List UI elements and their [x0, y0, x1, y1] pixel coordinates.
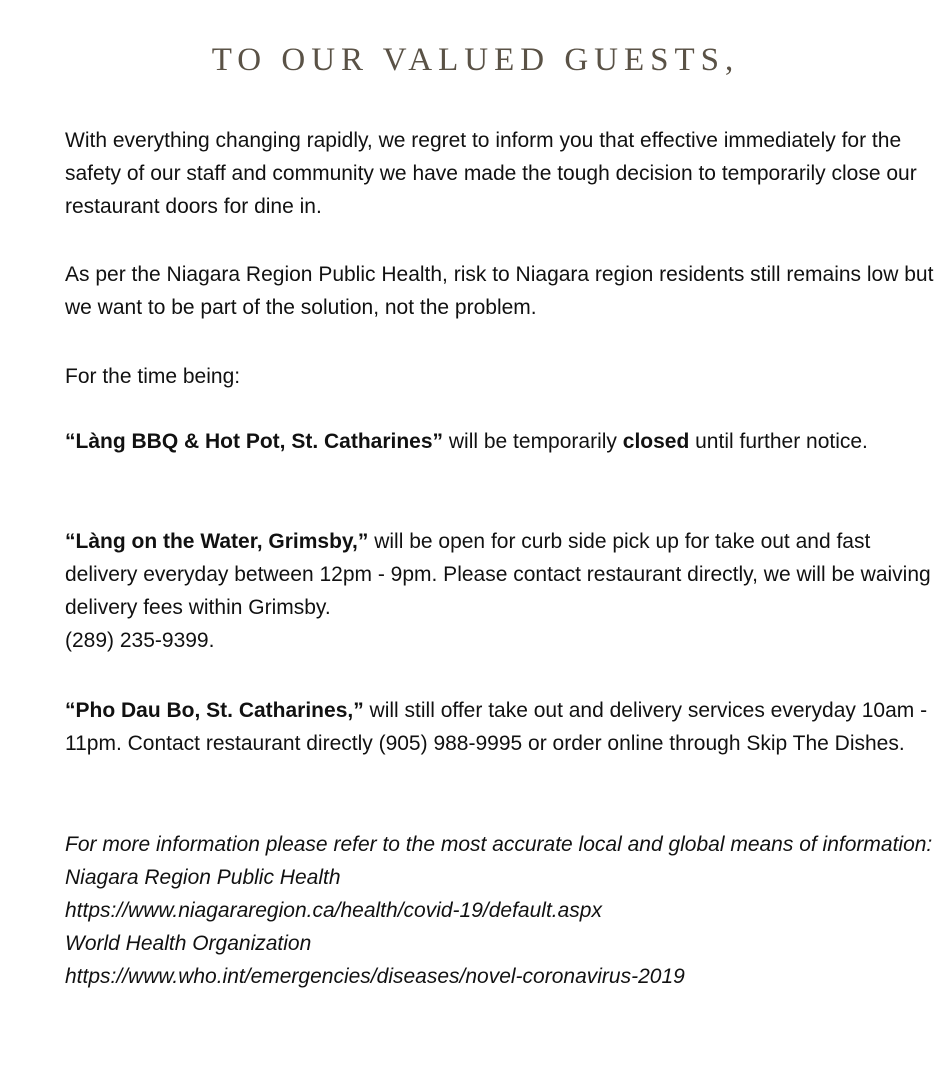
restaurant-name-pho-dau-bo: “Pho Dau Bo, St. Catharines,”: [65, 699, 364, 722]
url-niagara-health: https://www.niagararegion.ca/health/covid-19/default.aspx: [65, 899, 602, 922]
org-niagara-health: Niagara Region Public Health: [65, 866, 341, 889]
more-info-intro: For more information please refer to the most accurate local and global means of information:: [65, 833, 933, 856]
lang-water-text: will be open for curb side pick up for take out and fast delivery everyday between 12pm - 9pm. Please contact restaurant directly, we will be waiving delivery fees within Grimsby.: [65, 530, 931, 619]
lang-water-phone: (289) 235-9399.: [65, 629, 215, 652]
paragraph-time-being: For the time being:: [65, 365, 241, 388]
paragraph-lang-water: [65, 525, 935, 657]
pho-dau-bo-text: will still offer take out and delivery services everyday 10am - 11pm. Contact restaurant directly (905) 988-9995 or order online through Skip The Dishes.: [65, 699, 928, 755]
notice-title: TO OUR VALUED GUESTS,: [211, 42, 740, 78]
closed-emphasis: closed: [622, 430, 690, 453]
paragraph-lang-bbq: [65, 425, 935, 458]
lang-bbq-text-a: will be temporarily: [443, 430, 623, 453]
restaurant-name-lang-water: “Làng on the Water, Grimsby,”: [65, 530, 369, 553]
paragraph-closure-announcement: With everything changing rapidly, we regret to inform you that effective immediately for the safety of our staff and community we have made the tough decision to temporarily close our restaurant doors for dine in.: [65, 129, 917, 218]
paragraph-public-health-note: As per the Niagara Region Public Health, risk to Niagara region residents still remains low but we want to be part of the solution, not the problem.: [65, 263, 934, 319]
paragraph-pho-dau-bo: [65, 694, 935, 760]
url-who: https://www.who.int/emergencies/diseases/novel-coronavirus-2019: [65, 965, 685, 988]
org-who: World Health Organization: [65, 932, 312, 955]
lang-bbq-text-b: until further notice.: [689, 430, 868, 453]
restaurant-name-lang-bbq: “Làng BBQ & Hot Pot, St. Catharines”: [65, 430, 444, 453]
paragraph-more-info: [65, 828, 935, 993]
